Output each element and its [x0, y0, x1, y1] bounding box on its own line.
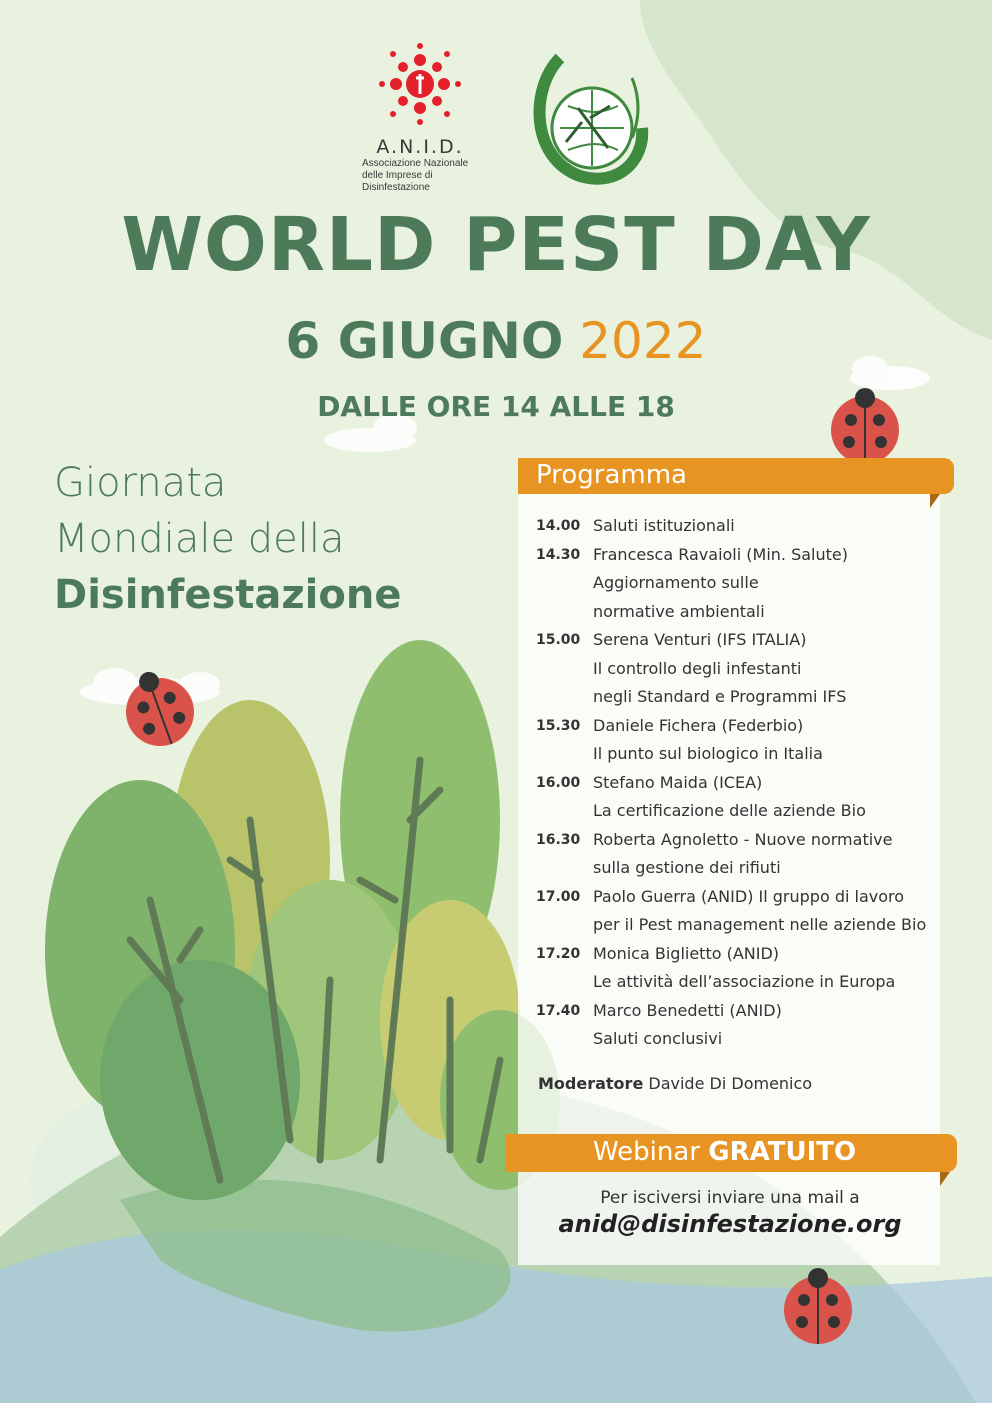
- event-date: [0, 306, 992, 376]
- schedule-row: [536, 626, 956, 655]
- webinar-label: Webinar: [593, 1137, 701, 1167]
- schedule-row: [536, 598, 956, 627]
- world-pest-day-logo-icon: [520, 48, 650, 188]
- schedule-time: [536, 740, 593, 769]
- schedule-time: [536, 854, 593, 883]
- schedule-time: 15.00: [536, 632, 581, 648]
- schedule-row: [536, 883, 956, 912]
- schedule-time: 15.30: [536, 717, 581, 734]
- schedule-text: Saluti istituzionali: [593, 516, 735, 535]
- moderator-name: Davide Di Domenico: [648, 1074, 813, 1093]
- schedule-row: [536, 911, 956, 940]
- tagline: [54, 455, 401, 623]
- schedule-time: 14.30: [536, 546, 581, 563]
- schedule-time: 17.00: [536, 888, 581, 905]
- schedule-text: Le attività dell’associazione in Europa: [593, 972, 896, 991]
- schedule-row: [536, 683, 956, 712]
- moderator-label: Moderatore: [538, 1074, 644, 1093]
- schedule-time: [536, 911, 593, 940]
- schedule-text: Paolo Guerra (ANID) Il gruppo di lavoro: [593, 886, 905, 906]
- program-heading-banner: [518, 458, 954, 494]
- schedule-text: La certificazione delle aziende Bio: [593, 801, 866, 820]
- schedule-text: Monica Biglietto (ANID): [593, 943, 780, 963]
- tagline-line-3: Disinfestazione: [54, 572, 402, 618]
- anid-emblem-icon: [375, 40, 465, 128]
- tagline-line-2: Mondiale della: [54, 516, 345, 562]
- schedule-text: Saluti conclusivi: [593, 1029, 723, 1048]
- webinar-heading: [593, 1137, 856, 1167]
- anid-logo: [340, 40, 500, 194]
- schedule-text: Roberta Agnoletto - Nuove normative: [593, 829, 893, 849]
- event-date-day: 6 GIUGNO: [285, 312, 564, 370]
- event-hours: DALLE ORE 14 ALLE 18: [317, 390, 675, 423]
- schedule-row: [536, 712, 956, 741]
- schedule-time: [536, 683, 593, 712]
- registration-text: Per isciversi inviare una mail a: [600, 1188, 860, 1208]
- anid-subtitle-2: delle Imprese di Disinfestazione: [362, 170, 433, 193]
- schedule-text: Il controllo degli infestanti: [593, 658, 802, 678]
- anid-name: A.N.I.D.: [376, 136, 464, 158]
- schedule-row: [536, 569, 956, 598]
- schedule-time: 16.30: [536, 831, 581, 848]
- schedule-text: Marco Benedetti (ANID): [593, 1000, 782, 1020]
- schedule-text: Daniele Fichera (Federbio): [593, 715, 804, 735]
- schedule-text: Il punto sul biologico in Italia: [593, 744, 823, 763]
- schedule-row: [536, 940, 956, 969]
- schedule-row: [536, 1025, 956, 1054]
- event-date-year: 2022: [579, 312, 707, 370]
- schedule-text: normative ambientali: [593, 601, 765, 621]
- schedule-time: [536, 569, 593, 598]
- schedule-text: Aggiornamento sulle: [593, 573, 759, 592]
- schedule-text: Stefano Maida (ICEA): [593, 772, 763, 792]
- schedule-row: [536, 997, 956, 1026]
- tagline-line-1: Giornata: [54, 460, 227, 506]
- schedule-row: [536, 769, 956, 798]
- schedule-text: per il Pest management nelle aziende Bio: [593, 915, 927, 934]
- schedule-row: [536, 541, 956, 570]
- schedule-text: negli Standard e Programmi IFS: [593, 687, 847, 706]
- schedule-row: [536, 655, 956, 684]
- banner-fold: [940, 1172, 950, 1186]
- schedule-time: [536, 655, 593, 684]
- schedule-row: [536, 740, 956, 769]
- schedule-time: [536, 598, 593, 627]
- schedule-row: [536, 512, 956, 541]
- schedule-time: [536, 968, 593, 997]
- anid-subtitle-1: Associazione Nazionale: [362, 158, 469, 169]
- schedule-time: 16.00: [536, 774, 581, 791]
- schedule-time: 14.00: [536, 518, 581, 534]
- webinar-free-label: GRATUITO: [708, 1137, 857, 1167]
- schedule-row: [536, 826, 956, 855]
- schedule-row: [536, 797, 956, 826]
- schedule-text: Francesca Ravaioli (Min. Salute): [593, 544, 848, 564]
- program-heading: Programma: [536, 460, 687, 490]
- schedule-text: sulla gestione dei rifiuti: [593, 858, 781, 877]
- schedule-time: 17.20: [536, 945, 581, 962]
- schedule-text: Serena Venturi (IFS ITALIA): [593, 630, 807, 649]
- schedule-list: [536, 512, 956, 1054]
- moderator-line: [538, 1074, 812, 1093]
- schedule-time: [536, 797, 593, 826]
- schedule-time: [536, 1025, 593, 1054]
- banner-fold: [930, 494, 940, 508]
- registration-email-link[interactable]: anid@disinfestazione.org: [558, 1210, 902, 1238]
- schedule-row: [536, 854, 956, 883]
- schedule-time: 17.40: [536, 1002, 581, 1019]
- webinar-banner: [505, 1134, 957, 1172]
- schedule-row: [536, 968, 956, 997]
- event-title: WORLD PEST DAY: [121, 202, 871, 288]
